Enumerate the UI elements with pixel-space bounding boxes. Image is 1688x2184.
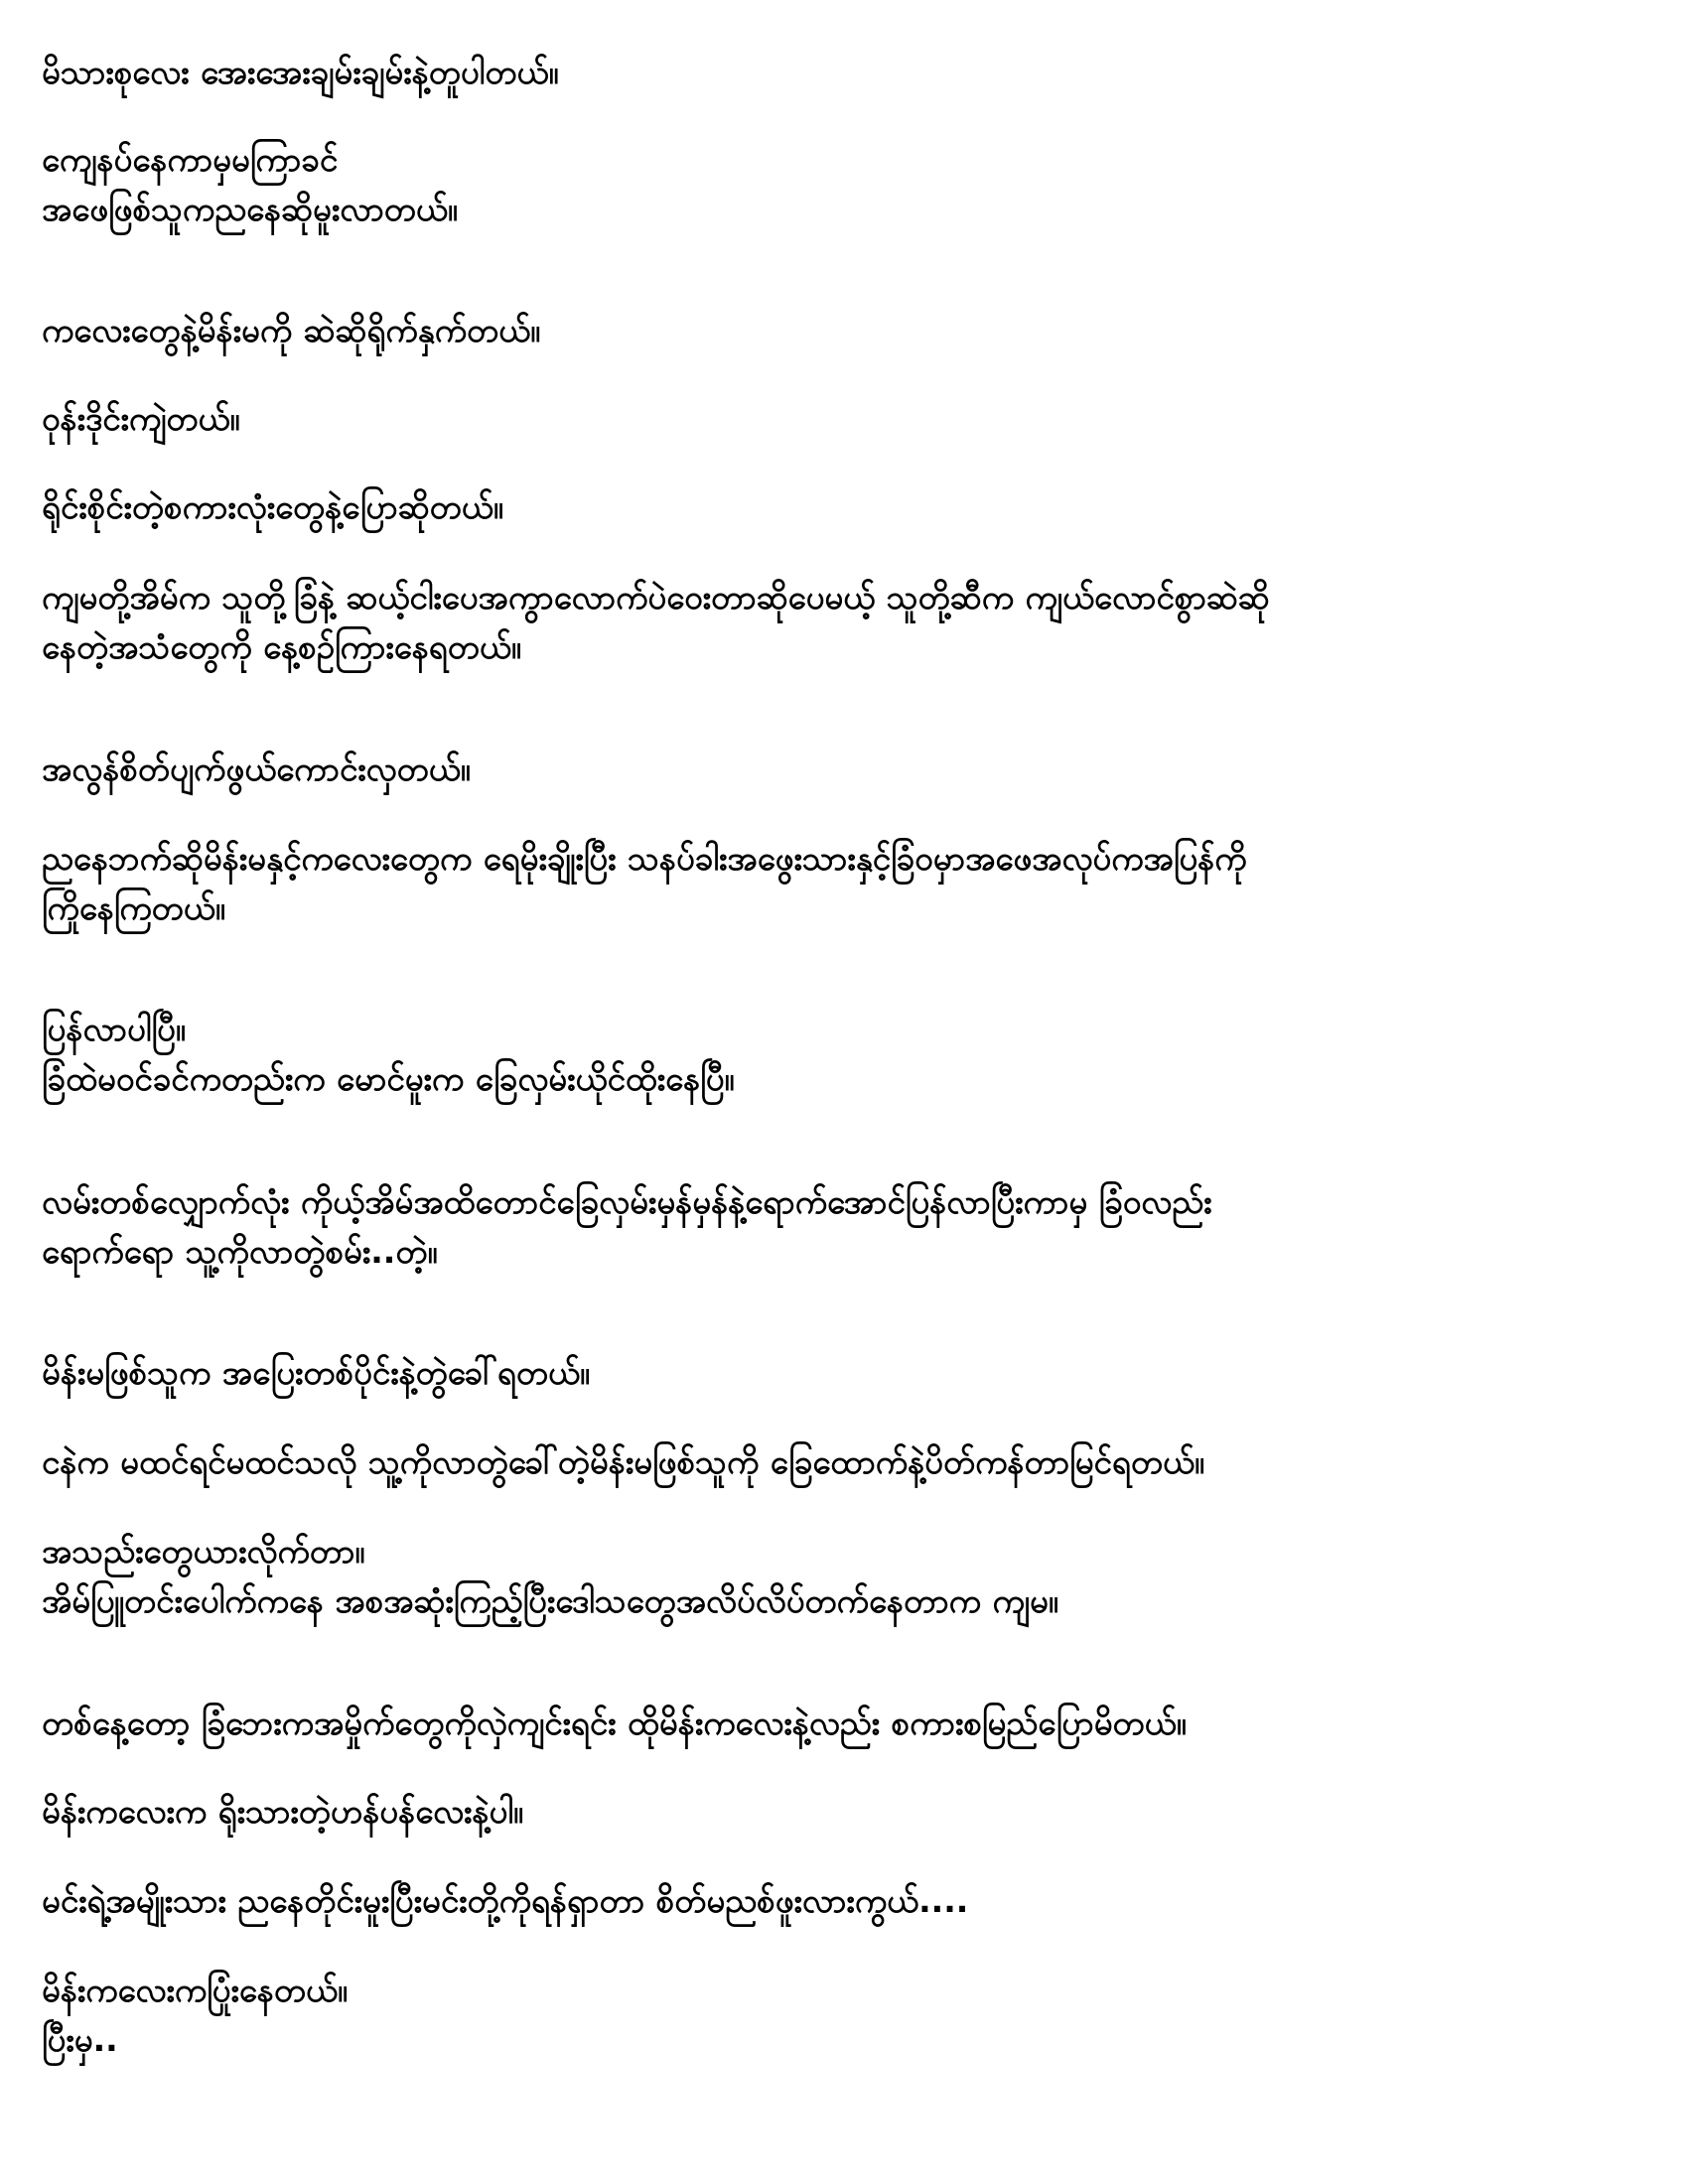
paragraph-1 bbox=[42, 48, 1630, 97]
text-line: အိမ်ပြူတင်းပေါက်ကနေ အစအဆုံးကြည့်ပြီးဒေါသတွေအလိပ်လိပ်တက်နေတာက ကျမ။ bbox=[42, 1581, 1058, 1620]
text-line: လမ်းတစ်လျှောက်လုံး ကိုယ့်အိမ်အထိတောင်ခြေလှမ်းမှန်မှန်နဲ့ရောက်အောင်ပြန်လာပြီးကာမှ ခြံဝလည်း bbox=[42, 1182, 1212, 1221]
paragraph-7 bbox=[42, 745, 1630, 794]
text-line: မိန်းမဖြစ်သူက အပြေးတစ်ပိုင်းနဲ့တွဲခေါ်ရတယ်။ bbox=[42, 1353, 590, 1392]
paragraph-15 bbox=[42, 1787, 1630, 1837]
text-line: ရောက်ရော သူ့ကိုလာတွဲစမ်း..တဲ့။ bbox=[42, 1232, 438, 1271]
paragraph-5 bbox=[42, 482, 1630, 532]
text-line: ပြန်လာပါပြီ။ bbox=[42, 1010, 186, 1048]
paragraph-17 bbox=[42, 1966, 1630, 2065]
text-line: မိန်းကလေးကပြုံးနေတယ်။ bbox=[42, 1971, 349, 2009]
text-line: ငနဲက မထင်ရင်မထင်သလို သူ့ကိုလာတွဲခေါ်တဲ့မိန်းမဖြစ်သူကို ခြေထောက်နဲ့ပိတ်ကန်တာမြင်ရတယ်။ bbox=[42, 1442, 1204, 1481]
text-line: အဖေဖြစ်သူကညနေဆိုမူးလာတယ်။ bbox=[42, 190, 458, 228]
paragraph-11 bbox=[42, 1348, 1630, 1398]
text-line: မင်းရဲ့အမျိုးသား ညနေတိုင်းမူးပြီးမင်းတို့ကိုရန်ရှာတာ စိတ်မညစ်ဖူးလားကွယ်.... bbox=[42, 1881, 969, 1920]
paragraph-2 bbox=[42, 135, 1630, 234]
text-line: ခြံထဲမဝင်ခင်ကတည်းက မောင်မူးက ခြေလှမ်းယိုင်ထိုးနေပြီ။ bbox=[42, 1059, 735, 1098]
paragraph-8 bbox=[42, 834, 1630, 933]
text-line: ရိုင်းစိုင်းတဲ့စကားလုံးတွေနဲ့ပြောဆိုတယ်။ bbox=[42, 487, 503, 526]
paragraph-13 bbox=[42, 1527, 1630, 1626]
paragraph-14 bbox=[42, 1699, 1630, 1748]
paragraph-9 bbox=[42, 1005, 1630, 1104]
text-line: မိန်းကလေးက ရိုးသားတဲ့ဟန်ပန်လေးနဲ့ပါ။ bbox=[42, 1792, 524, 1831]
text-line: ကျမတို့အိမ်က သူတို့ခြံနဲ့ ဆယ့်ငါးပေအကွာလောက်ပဲဝေးတာဆိုပေမယ့် သူတို့ဆီက ကျယ်လောင်စွာဆဲဆို bbox=[42, 578, 1270, 616]
paragraph-3 bbox=[42, 306, 1630, 355]
text-line: ညနေဘက်ဆိုမိန်းမနှင့်ကလေးတွေက ရေမိုးချိုးပြီး သနပ်ခါးအဖွေးသားနှင့်ခြံဝမှာအဖေအလုပ်ကအပြန်ကို bbox=[42, 839, 1247, 878]
text-line: ကလေးတွေနဲ့မိန်းမကို ဆဲဆိုရိုက်နှက်တယ်။ bbox=[42, 311, 541, 349]
paragraph-4 bbox=[42, 394, 1630, 444]
text-line: နေတဲ့အသံတွေကို နေ့စဉ်ကြားနေရတယ်။ bbox=[42, 627, 521, 666]
text-line: မိသားစုလေး အေးအေးချမ်းချမ်းနဲ့တူပါတယ်။ bbox=[42, 53, 559, 91]
text-line: ဝုန်းဒိုင်းကျဲတယ်။ bbox=[42, 399, 240, 438]
text-line: တစ်နေ့တော့ ခြံဘေးကအမှိုက်တွေကိုလှဲကျင်းရင်း ထိုမိန်းကလေးနဲ့လည်း စကားစမြည်ပြောမိတယ်။ bbox=[42, 1704, 1187, 1742]
text-line: အသည်းတွေယားလိုက်တာ။ bbox=[42, 1532, 365, 1570]
paragraph-6 bbox=[42, 573, 1630, 672]
text-line: ကျေနပ်နေကာမှမကြာခင် bbox=[42, 140, 339, 179]
text-line: ပြီးမှ.. bbox=[42, 2020, 118, 2059]
text-line: ကြိုနေကြတယ်။ bbox=[42, 888, 225, 927]
paragraph-10 bbox=[42, 1177, 1630, 1277]
text-line: အလွန်စိတ်ပျက်ဖွယ်ကောင်းလှတယ်။ bbox=[42, 750, 471, 788]
paragraph-12 bbox=[42, 1437, 1630, 1487]
paragraph-16 bbox=[42, 1876, 1630, 1926]
document-page bbox=[42, 0, 1650, 2184]
